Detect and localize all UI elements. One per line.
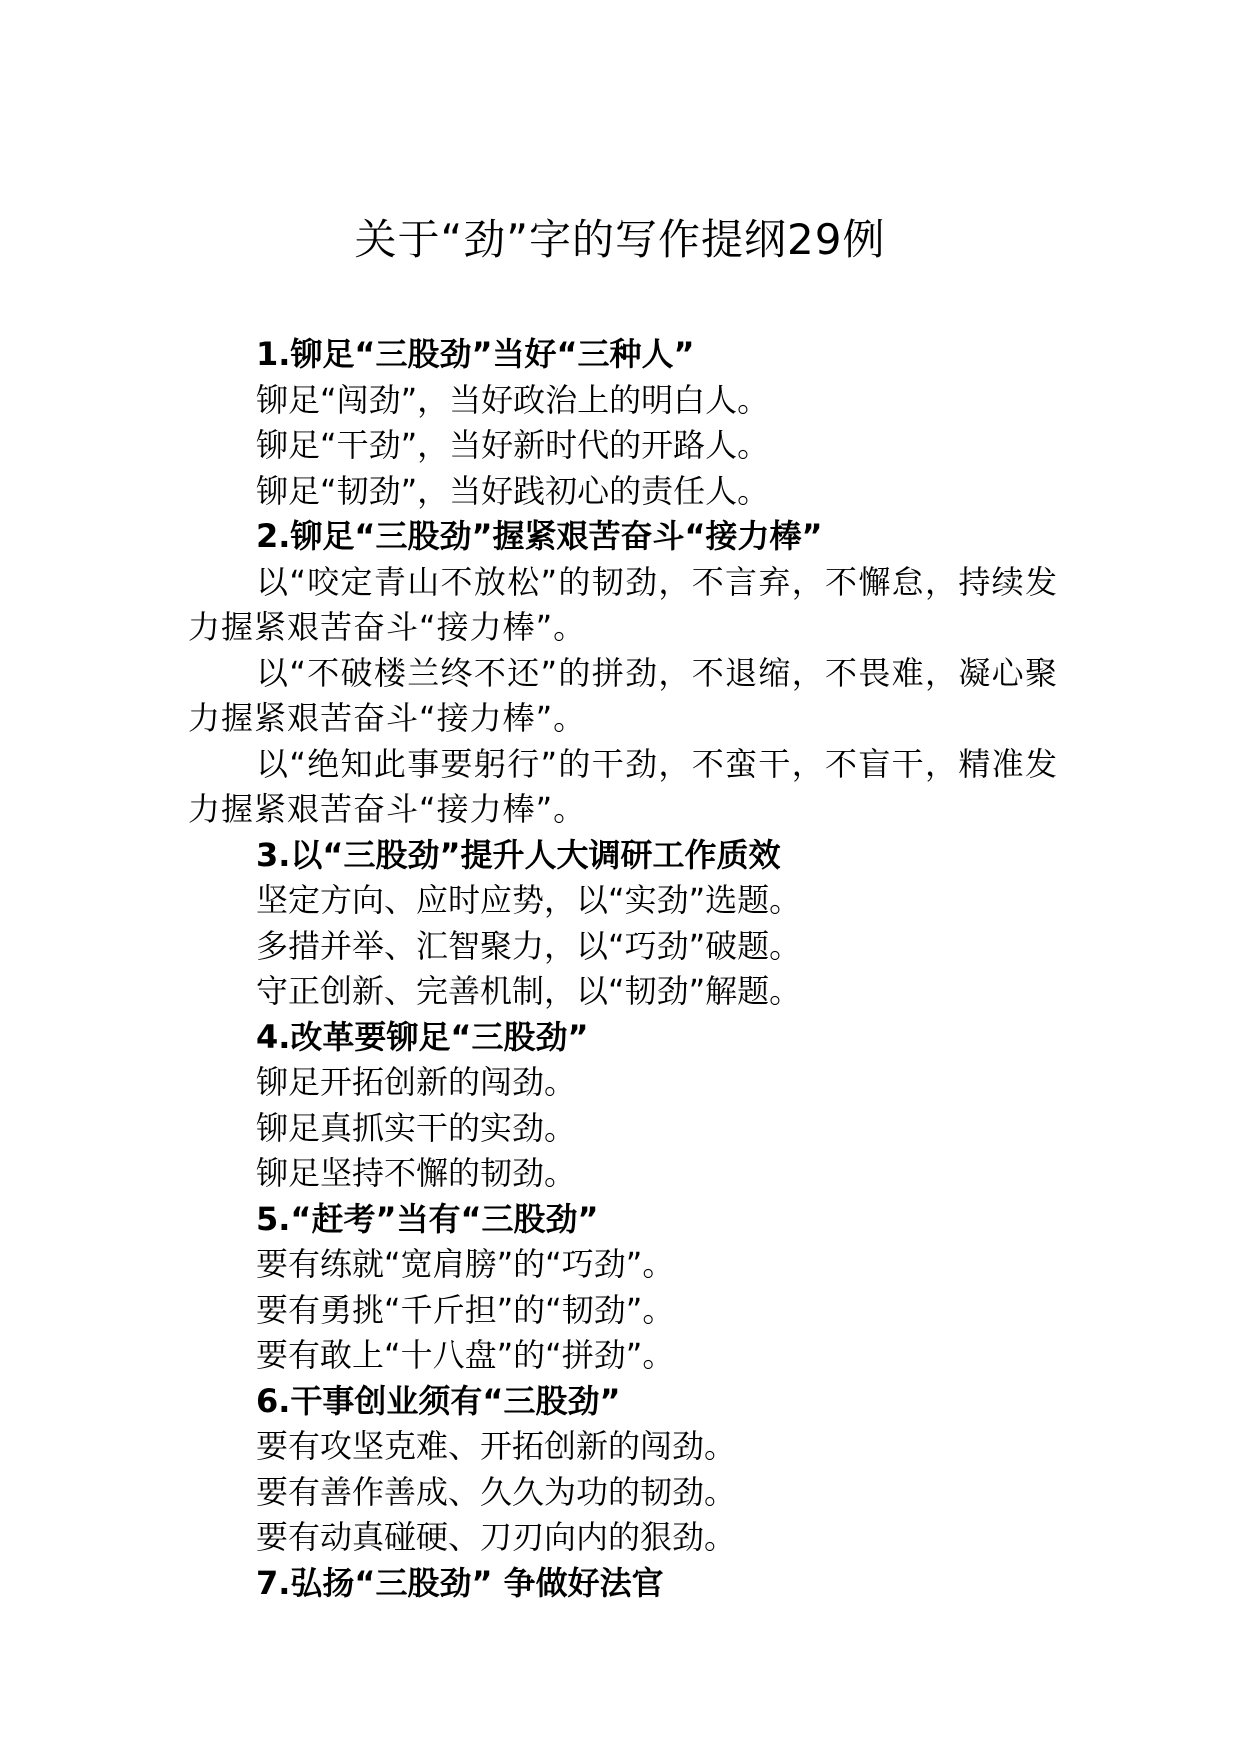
list-item: 多措并举、汇智聚力，以“巧劲”破题。 [256,926,802,965]
section-heading: 3.以“三股劲”提升人大调研工作质效 [256,835,781,874]
list-item: 坚定方向、应时应势，以“实劲”选题。 [256,881,802,919]
document-body [188,332,1058,1606]
paragraph: 以“绝知此事要躬行”的干劲，不蛮干，不盲干，精准发力握紧艰苦奋斗“接力棒”。 [188,744,1058,828]
list-item: 要有攻坚克难、开拓创新的闯劲。 [256,1427,737,1465]
list-item: 铆足“韧劲”，当好践初心的责任人。 [256,471,770,510]
list-item: 要有敢上“十八盘”的“拼劲”。 [256,1336,675,1374]
document-title: 关于“劲”字的写作提纲29例 [354,215,886,264]
list-item: 铆足开拓创新的闯劲。 [256,1063,577,1101]
list-item: 铆足坚持不懈的韧劲。 [256,1154,577,1192]
section-heading: 2.铆足“三股劲”握紧艰苦奋斗“接力棒” [256,517,823,555]
list-item: 铆足“干劲”，当好新时代的开路人。 [256,426,770,464]
list-item: 守正创新、完善机制，以“韧劲”解题。 [256,972,802,1010]
list-item: 铆足“闯劲”，当好政治上的明白人。 [256,380,770,419]
section-heading: 5.“赶考”当有“三股劲” [256,1199,599,1238]
list-item: 要有练就“宽肩膀”的“巧劲”。 [256,1245,675,1283]
paragraph: 以“咬定青山不放松”的韧劲，不言弃，不懈怠，持续发力握紧艰苦奋斗“接力棒”。 [188,562,1058,646]
section-heading: 6.干事创业须有“三股劲” [256,1381,621,1420]
section-heading: 7.弘扬“三股劲” 争做好法官 [256,1563,664,1602]
section-heading: 4.改革要铆足“三股劲” [256,1017,589,1056]
section-heading: 1.铆足“三股劲”当好“三种人” [256,335,695,373]
paragraph: 以“不破楼兰终不还”的拼劲，不退缩，不畏难，凝心聚力握紧艰苦奋斗“接力棒”。 [188,653,1058,737]
list-item: 铆足真抓实干的实劲。 [256,1108,577,1147]
list-item: 要有勇挑“千斤担”的“韧劲”。 [256,1290,675,1329]
list-item: 要有善作善成、久久为功的韧劲。 [256,1472,737,1511]
list-item: 要有动真碰硬、刀刃向内的狠劲。 [256,1518,737,1556]
